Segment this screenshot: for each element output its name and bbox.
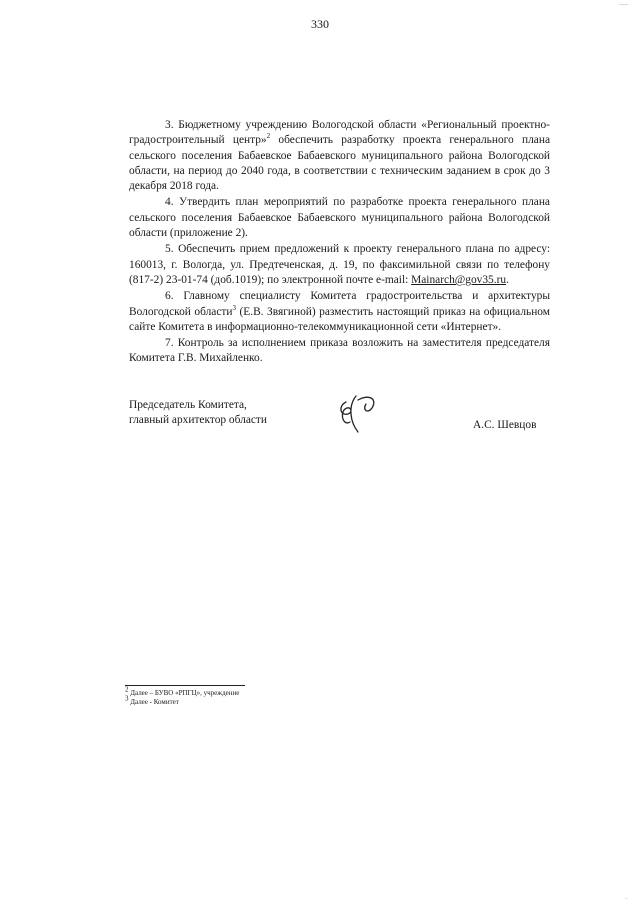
paragraph-3-text: Бюджетному учреждению Вологодской области «Региональный проектно-градостроительный центр» <box>129 119 550 147</box>
scan-corner-mark: ___ <box>619 0 628 6</box>
footnotes <box>125 685 240 707</box>
paragraph-6-text-cont: (Е.В. Звягиной) разместить настоящий приказ на официальном сайте Комитета в информационно-телекоммуникационной сети «Интернет». <box>129 305 550 333</box>
footnote-3-mark: 3 <box>125 694 129 703</box>
footnote-3 <box>125 694 239 707</box>
footnote-2-mark: 2 <box>125 685 129 694</box>
paragraph-5 <box>129 242 550 288</box>
footnote-3-text: Далее - Комитет <box>130 698 179 706</box>
paragraph-3 <box>129 118 550 194</box>
footnote-ref-2: 2 <box>266 132 271 141</box>
page-number: 330 <box>311 17 329 31</box>
footnote-2-text: Далее – БУВО «РПГЦ», учреждение <box>130 689 240 697</box>
footnote-separator <box>125 685 245 686</box>
paragraph-6 <box>129 289 550 335</box>
scan-bottom-mark: .. <box>625 895 628 901</box>
paragraph-4-text: Утвердить план мероприятий по разработке проекта генерального плана сельского поселения Бабаевское Бабаевского муниципального района Вологодской области (приложение 2). <box>129 196 550 240</box>
document-body <box>129 118 550 367</box>
paragraph-7-text: Контроль за исполнением приказа возложить на заместителя председателя Комитета Г.В. Михайленко. <box>129 337 550 365</box>
signatory-name: А.С. Шевцов <box>473 419 537 431</box>
signatory-position-line1: Председатель Комитета, <box>129 399 247 411</box>
signatory-position <box>129 398 267 429</box>
signatory-position-line2: главный архитектор области <box>129 414 268 427</box>
email-link[interactable]: Mainarch@gov35.ru <box>411 273 507 286</box>
paragraph-7 <box>129 336 550 367</box>
paragraph-3-text-cont: обеспечить разработку проекта генерального плана сельского поселения Бабаевское Бабаевского муниципального района Вологодской области, на период до 2040 года, в соответствии с техническим заданием в срок до 3 декабря 2018 года. <box>129 134 550 193</box>
paragraph-5-text: Обеспечить прием предложений к проекту генерального плана по адресу: 160013, г. Вологда, ул. Предтеченская, д. 19, по факсимильной связи по телефону (817-2) 23-01-74 (доб.1019); по электронной почте e-mail: <box>129 243 550 286</box>
paragraph-5-number: 5. <box>165 243 174 256</box>
paragraph-3-number: 3. <box>165 119 174 131</box>
handwritten-signature <box>334 392 386 440</box>
paragraph-4 <box>129 195 550 241</box>
footnote-2 <box>125 685 240 698</box>
footnote-ref-3: 3 <box>232 303 236 312</box>
paragraph-6-text: Главному специалисту Комитета градостроительства и архитектуры Вологодской области <box>129 290 550 318</box>
paragraph-6-number: 6. <box>165 290 174 303</box>
paragraph-5-tail: . <box>506 273 509 286</box>
paragraph-4-number: 4. <box>165 196 174 209</box>
paragraph-7-number: 7. <box>165 337 174 350</box>
